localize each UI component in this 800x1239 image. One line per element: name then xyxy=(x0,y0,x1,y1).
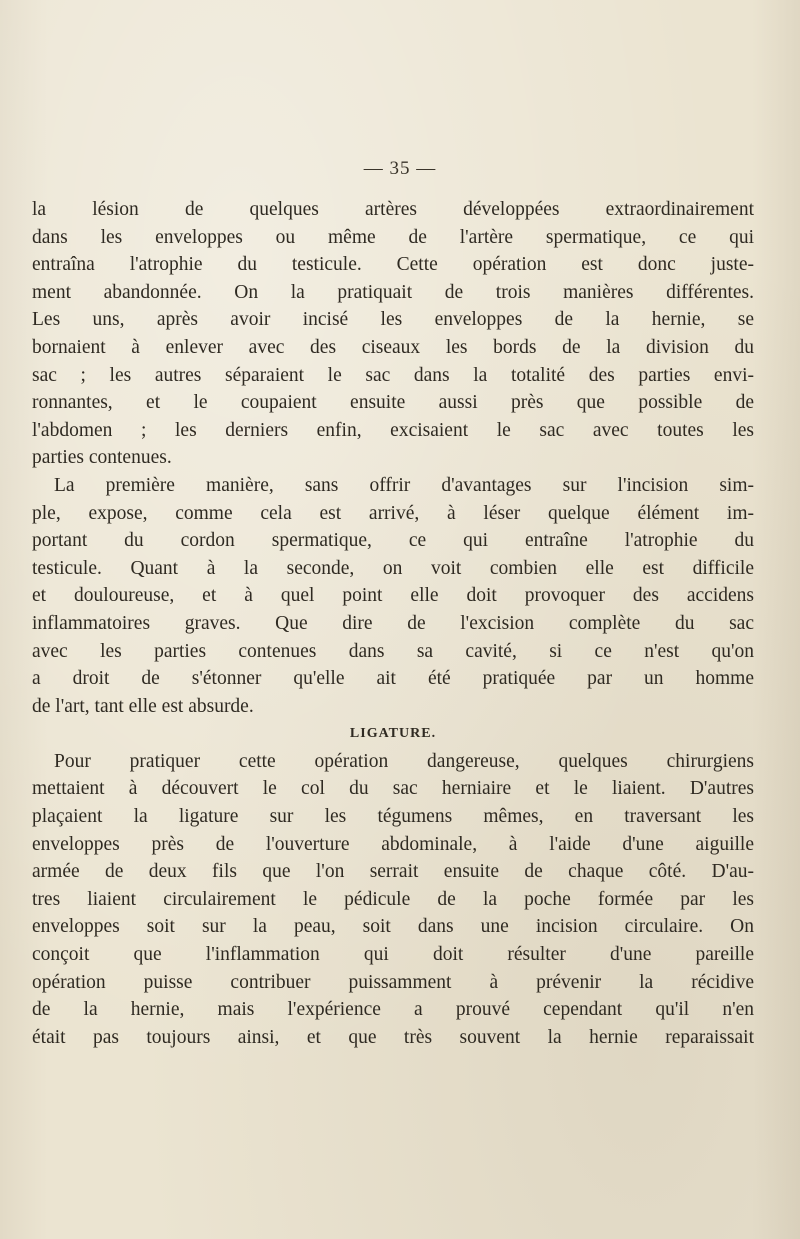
text-line: était pas toujours ainsi, et que très souvent la hernie reparaissait xyxy=(32,1026,754,1048)
text-line: de la hernie, mais l'expérience a prouvé cependant qu'il n'en xyxy=(32,999,754,1021)
text-line: avec les parties contenues dans sa cavité, si ce n'est qu'on xyxy=(32,640,754,662)
text-line: entraîna l'atrophie du testicule. Cette opération est donc juste- xyxy=(32,254,754,276)
text-line: Les uns, après avoir incisé les enveloppes de la hernie, se xyxy=(32,309,754,331)
text-line: enveloppes près de l'ouverture abdominale, à l'aide d'une aiguille xyxy=(32,833,754,855)
text-line: et douloureuse, et à quel point elle doit provoquer des accidens xyxy=(32,585,754,607)
text-line: a droit de s'étonner qu'elle ait été pratiquée par un homme xyxy=(32,668,754,690)
body-text xyxy=(32,196,754,1051)
paragraph-start-line: La première manière, sans offrir d'avantages sur l'incision sim- xyxy=(54,474,754,496)
text-line: dans les enveloppes ou même de l'artère spermatique, ce qui xyxy=(32,226,754,248)
text-line: portant du cordon spermatique, ce qui entraîne l'atrophie du xyxy=(32,530,754,552)
text-line: la lésion de quelques artères développées extraordinairement xyxy=(32,199,754,220)
section-heading: LIGATURE. xyxy=(349,726,437,742)
paragraph-start-line: Pour pratiquer cette opération dangereuse, quelques chirurgiens xyxy=(54,750,754,772)
text-line: inflammatoires graves. Que dire de l'excision complète du sac xyxy=(32,612,754,634)
text-line: armée de deux fils que l'on serrait ensuite de chaque côté. D'au- xyxy=(32,861,754,883)
text-line: bornaient à enlever avec des ciseaux les bords de la division du xyxy=(32,336,754,358)
text-line: sac ; les autres séparaient le sac dans la totalité des parties envi- xyxy=(32,364,754,386)
text-line: plaçaient la ligature sur les tégumens mêmes, en traversant les xyxy=(32,806,754,828)
text-line: opération puisse contribuer puissamment à prévenir la récidive xyxy=(32,971,754,993)
page-number: — 35 — xyxy=(363,158,437,179)
text-line: de l'art, tant elle est absurde. xyxy=(32,695,254,717)
text-line: ple, expose, comme cela est arrivé, à léser quelque élément im- xyxy=(32,502,754,524)
text-line: ronnantes, et le coupaient ensuite aussi près que possible de xyxy=(32,392,754,414)
text-line: enveloppes soit sur la peau, soit dans une incision circulaire. On xyxy=(32,916,754,938)
text-line: conçoit que l'inflammation qui doit résulter d'une pareille xyxy=(32,944,754,966)
text-line: tres liaient circulairement le pédicule de la poche formée par les xyxy=(32,888,754,910)
text-line: ment abandonnée. On la pratiquait de trois manières différentes. xyxy=(32,281,754,303)
text-line: parties contenues. xyxy=(32,447,172,469)
text-line: l'abdomen ; les derniers enfin, excisaient le sac avec toutes les xyxy=(32,419,754,441)
text-line: mettaient à découvert le col du sac herniaire et le liaient. D'autres xyxy=(32,778,754,800)
text-line: testicule. Quant à la seconde, on voit combien elle est difficile xyxy=(32,557,754,579)
